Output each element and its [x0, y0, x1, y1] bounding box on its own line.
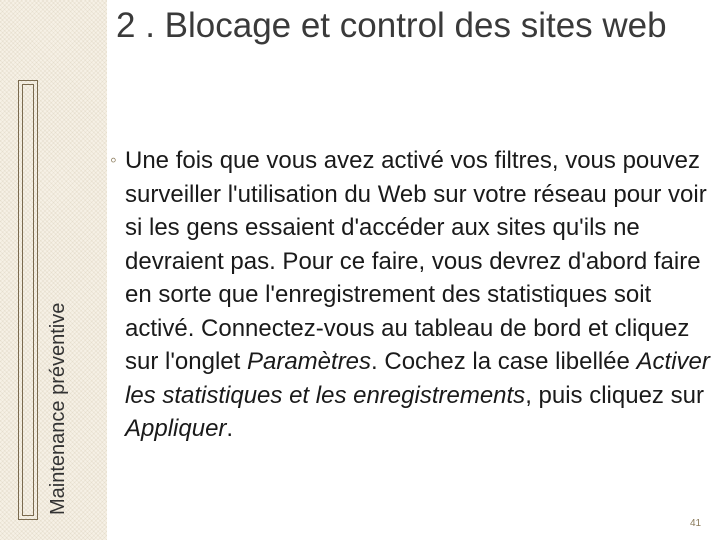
paragraph-emphasis: Appliquer	[125, 415, 227, 442]
sidebar-frame-inner	[22, 84, 34, 516]
page-number: 41	[690, 518, 702, 529]
paragraph-emphasis: Paramètres	[246, 348, 372, 375]
paragraph-emphasis: Activer les statistiques et les enregistrements	[125, 348, 710, 409]
slide-title: 2 . Blocage et control des sites web	[116, 6, 667, 45]
vertical-section-title: Maintenance préventive	[47, 302, 69, 515]
paragraph-text: . Cochez la case libellée	[371, 348, 637, 375]
bullet-icon: ◦	[110, 150, 117, 171]
paragraph-text: Une fois que vous avez activé vos filtres, vous pouvez surveiller l'utilisation du Web sur votre réseau pour voir si les gens essaient d'accéder aux sites qu'ils ne devraient pas. Pour ce faire, vous devrez d'abord faire en sorte que l'enregistrement des statistiques soit activé. Connectez-vous au tableau de bord et cliquez sur l'onglet	[125, 147, 707, 375]
paragraph-text: , puis cliquez sur	[525, 381, 704, 409]
slide-body	[110, 144, 710, 446]
paragraph-text: .	[226, 415, 234, 442]
body-paragraph	[125, 144, 710, 446]
